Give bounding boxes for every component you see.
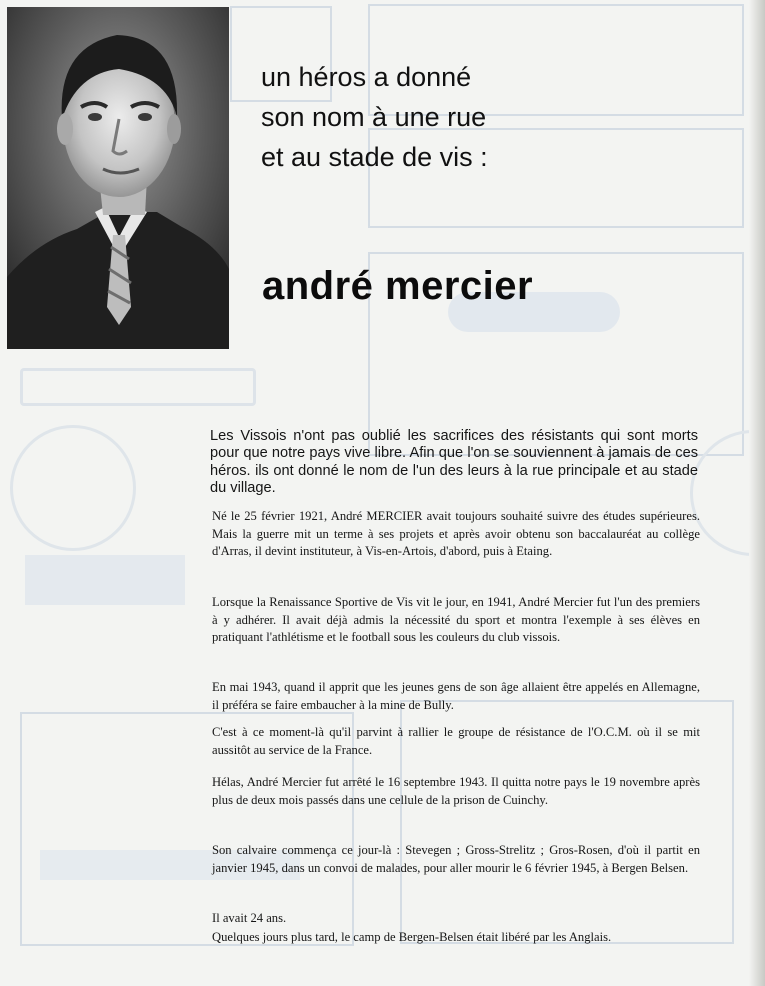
- paragraph-birth: Né le 25 février 1921, André MERCIER avait toujours souhaité suivre des études supérieures. Mais la guerre mit un terme à ses projets et après avoir obtenu son baccalauréat au collège d'Arras, il devint instituteur, à Vis-en-Artois, d'abord, puis à Etaing.: [212, 509, 700, 559]
- portrait-photo: [7, 7, 229, 349]
- portrait-illustration: [7, 7, 229, 349]
- paragraph-arrest: Hélas, André Mercier fut arrêté le 16 septembre 1943. Il quitta notre pays le 19 novembre après plus de deux mois passés dans une cellule de la prison de Cuinchy.: [212, 775, 700, 807]
- paragraph-resistance: C'est à ce moment-là qu'il parvint à rallier le groupe de résistance de l'O.C.M. où il se mit aussitôt au service de la France.: [212, 725, 700, 757]
- paragraph-age: Il avait 24 ans.: [212, 911, 287, 925]
- show-through-block: [25, 555, 185, 605]
- paragraph-sport: Lorsque la Renaissance Sportive de Vis vit le jour, en 1941, André Mercier fut l'un des premiers à y adhérer. Il avait déjà admis la nécessité du sport et montra l'exemple à ses élèves en pratiquant l'athlétisme et le football sous les couleurs du club vissois.: [212, 595, 700, 645]
- headline: [261, 57, 488, 177]
- hero-name: andré mercier: [262, 264, 534, 308]
- paragraph-calvary: Son calvaire commença ce jour-là : Stevegen ; Gross-Strelitz ; Gros-Rosen, d'où il partit en janvier 1945, dans un convoi de malades, pour aller mourir le 6 février 1945, à Bergen Belsen.: [212, 843, 700, 875]
- page-binding-edge: [749, 0, 765, 986]
- paragraph-liberation: Quelques jours plus tard, le camp de Bergen-Belsen était libéré par les Anglais.: [212, 930, 612, 944]
- headline-line: son nom à une rue: [261, 102, 487, 132]
- headline-line: un héros a donné: [261, 62, 472, 92]
- headline-line: et au stade de vis :: [261, 142, 488, 172]
- paragraph-mine: En mai 1943, quand il apprit que les jeunes gens de son âge allaient être appelés en Allemagne, il préféra se faire embaucher à la mine de Bully.: [212, 680, 700, 712]
- show-through-circle: [10, 425, 136, 551]
- show-through-frame: [20, 368, 256, 406]
- intro-paragraph: Les Vissois n'ont pas oublié les sacrifices des résistants qui sont morts pour que notre pays vive libre. Afin que l'on se souviennent à jamais de ces héros. ils ont donné le nom de l'un des leurs à la rue principale et au stade du village.: [210, 428, 698, 497]
